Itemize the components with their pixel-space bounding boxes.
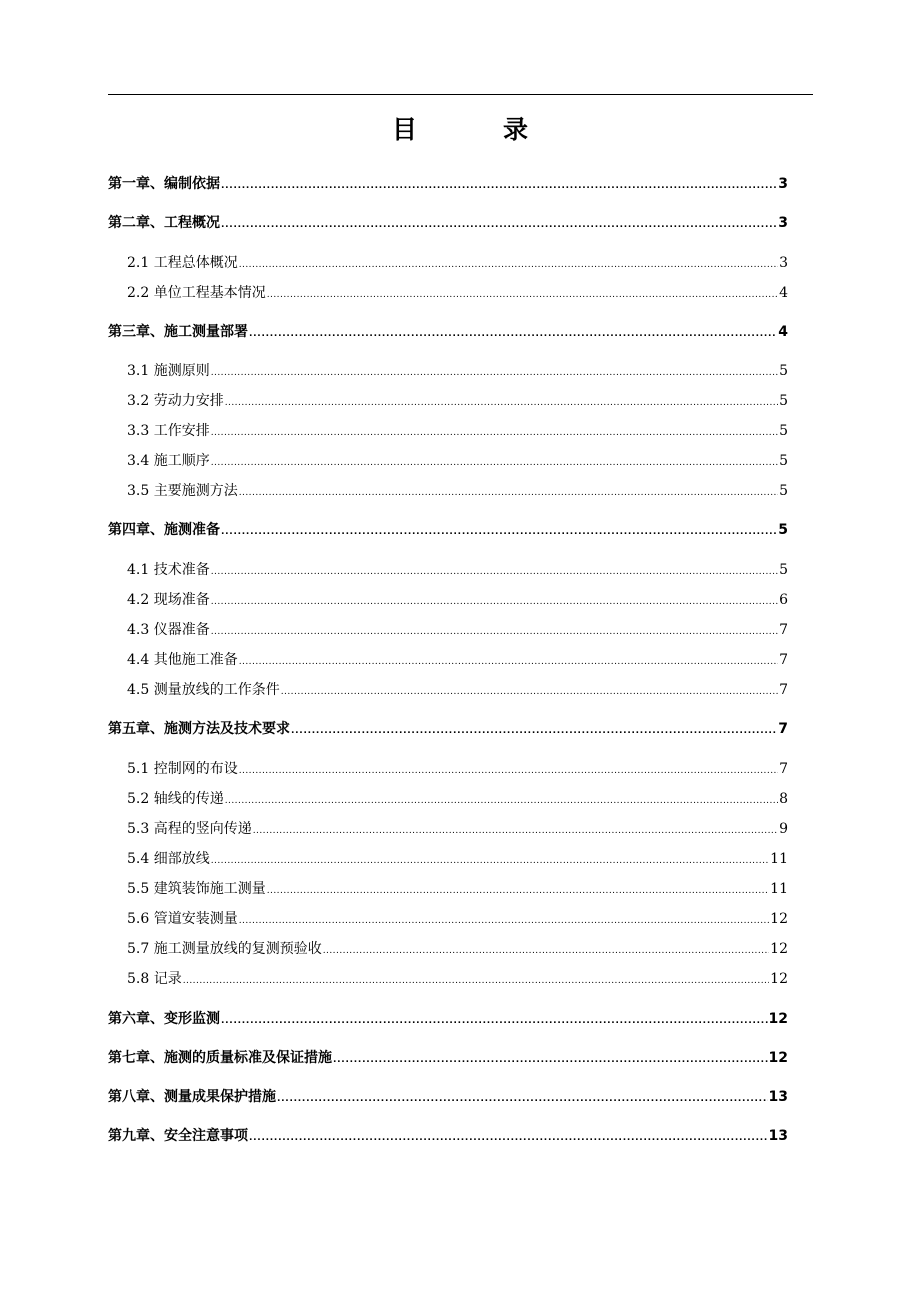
- toc-entry-label: 第六章、变形监测: [108, 1011, 220, 1027]
- toc-entry-page: 12: [770, 911, 788, 927]
- toc-leader: [211, 590, 778, 612]
- toc-leader: [221, 520, 777, 542]
- toc-entry-page: 8: [779, 791, 788, 807]
- toc-entry-page: 3: [778, 176, 788, 192]
- toc-entry-section-2-2[interactable]: [127, 283, 788, 303]
- toc-entry-page: 5: [779, 393, 788, 409]
- toc-entry-chapter-7[interactable]: [108, 1048, 788, 1068]
- toc-leader: [239, 481, 778, 503]
- toc-leader: [211, 560, 778, 582]
- toc-entry-section-5-3[interactable]: [127, 819, 788, 839]
- toc-entry-page: 11: [770, 851, 788, 867]
- toc-entry-page: 7: [779, 761, 788, 777]
- toc-leader: [221, 174, 777, 196]
- toc-entry-label: 第八章、测量成果保护措施: [108, 1089, 276, 1105]
- toc-leader: [211, 361, 778, 383]
- toc-entry-page: 4: [779, 285, 788, 301]
- toc-leader: [211, 421, 778, 443]
- toc-entry-section-4-1[interactable]: [127, 560, 788, 580]
- toc-entry-label: 4.4 其他施工准备: [127, 652, 238, 668]
- toc-entry-page: 12: [768, 1011, 788, 1027]
- toc-entry-page: 12: [770, 971, 788, 987]
- toc-leader: [277, 1087, 768, 1109]
- toc-entry-label: 5.1 控制网的布设: [127, 761, 238, 777]
- toc-entry-label: 5.7 施工测量放线的复测预验收: [127, 941, 322, 957]
- toc-entry-page: 5: [778, 522, 788, 538]
- toc-entry-section-5-1[interactable]: [127, 759, 788, 779]
- toc-entry-label: 2.2 单位工程基本情况: [127, 285, 266, 301]
- toc-entry-label: 5.6 管道安装测量: [127, 911, 238, 927]
- toc-leader: [323, 939, 769, 961]
- toc-entry-page: 7: [779, 622, 788, 638]
- toc-entry-chapter-1[interactable]: [108, 174, 788, 194]
- toc-entry-section-3-1[interactable]: [127, 361, 788, 381]
- toc-entry-label: 第四章、施测准备: [108, 522, 220, 538]
- toc-entry-page: 6: [779, 592, 788, 608]
- toc-entry-page: 7: [778, 721, 788, 737]
- toc-entry-page: 5: [779, 453, 788, 469]
- toc-entry-page: 4: [778, 324, 788, 340]
- toc-entry-page: 3: [779, 255, 788, 271]
- toc-entry-label: 4.3 仪器准备: [127, 622, 210, 638]
- toc-entry-label: 3.3 工作安排: [127, 423, 210, 439]
- toc-leader: [221, 1009, 768, 1031]
- header-rule: [108, 94, 813, 95]
- toc-entry-label: 3.5 主要施测方法: [127, 483, 238, 499]
- toc-entry-label: 第七章、施测的质量标准及保证措施: [108, 1050, 332, 1066]
- toc-entry-chapter-5[interactable]: [108, 719, 788, 739]
- toc-entry-label: 5.8 记录: [127, 971, 182, 987]
- toc-entry-label: 3.2 劳动力安排: [127, 393, 224, 409]
- toc-entry-label: 第五章、施测方法及技术要求: [108, 721, 290, 737]
- toc-entry-chapter-9[interactable]: [108, 1126, 788, 1146]
- toc-entry-chapter-3[interactable]: [108, 322, 788, 342]
- toc-entry-chapter-4[interactable]: [108, 520, 788, 540]
- toc-leader: [253, 819, 778, 841]
- toc-leader: [211, 451, 778, 473]
- toc-entry-section-3-3[interactable]: [127, 421, 788, 441]
- toc-leader: [225, 391, 778, 413]
- toc-leader: [211, 849, 769, 871]
- toc-entry-section-4-5[interactable]: [127, 680, 788, 700]
- toc-entry-label: 5.5 建筑装饰施工测量: [127, 881, 266, 897]
- toc-entry-section-4-3[interactable]: [127, 620, 788, 640]
- toc-entry-page: 12: [770, 941, 788, 957]
- toc-leader: [267, 879, 769, 901]
- toc-entry-label: 4.5 测量放线的工作条件: [127, 682, 280, 698]
- toc-entry-section-3-2[interactable]: [127, 391, 788, 411]
- toc-entry-page: 5: [779, 363, 788, 379]
- toc-leader: [239, 253, 778, 275]
- toc-entry-page: 11: [770, 881, 788, 897]
- toc-entry-section-5-7[interactable]: [127, 939, 788, 959]
- toc-entry-section-3-5[interactable]: [127, 481, 788, 501]
- toc-entry-section-5-8[interactable]: [127, 969, 788, 989]
- toc-leader: [249, 322, 777, 344]
- toc-entry-label: 第三章、施工测量部署: [108, 324, 248, 340]
- toc-entry-page: 7: [779, 652, 788, 668]
- toc-entry-page: 5: [779, 562, 788, 578]
- toc-entry-section-4-2[interactable]: [127, 590, 788, 610]
- toc-entry-section-4-4[interactable]: [127, 650, 788, 670]
- toc-entry-section-5-5[interactable]: [127, 879, 788, 899]
- toc-leader: [183, 969, 769, 991]
- toc-leader: [333, 1048, 768, 1070]
- toc-entry-label: 2.1 工程总体概况: [127, 255, 238, 271]
- toc-title-left: 目: [391, 115, 417, 144]
- toc-entry-chapter-6[interactable]: [108, 1009, 788, 1029]
- toc-entry-label: 4.2 现场准备: [127, 592, 210, 608]
- toc-entry-label: 3.1 施测原则: [127, 363, 210, 379]
- toc-entry-label: 第一章、编制依据: [108, 176, 220, 192]
- toc-title-right: 录: [503, 115, 529, 144]
- toc-title: [0, 110, 920, 146]
- toc-entry-page: 12: [768, 1050, 788, 1066]
- toc-entry-page: 13: [768, 1128, 788, 1144]
- toc-leader: [211, 620, 778, 642]
- toc-entry-label: 5.4 细部放线: [127, 851, 210, 867]
- toc-leader: [239, 909, 769, 931]
- toc-leader: [221, 213, 777, 235]
- toc-leader: [239, 759, 778, 781]
- toc-leader: [249, 1126, 768, 1148]
- toc-entry-label: 3.4 施工顺序: [127, 453, 210, 469]
- toc-entry-chapter-2[interactable]: [108, 213, 788, 233]
- toc-entry-page: 13: [768, 1089, 788, 1105]
- toc-leader: [291, 719, 777, 741]
- toc-entry-section-3-4[interactable]: [127, 451, 788, 471]
- toc-entry-label: 第九章、安全注意事项: [108, 1128, 248, 1144]
- toc-leader: [281, 680, 778, 702]
- toc-leader: [267, 283, 778, 305]
- toc-entry-section-5-2[interactable]: [127, 789, 788, 809]
- toc-entry-label: 5.3 高程的竖向传递: [127, 821, 252, 837]
- toc-entry-chapter-8[interactable]: [108, 1087, 788, 1107]
- toc-entry-page: 5: [779, 423, 788, 439]
- toc-entry-label: 5.2 轴线的传递: [127, 791, 224, 807]
- toc-leader: [225, 789, 778, 811]
- toc-entry-label: 第二章、工程概况: [108, 215, 220, 231]
- toc-entry-page: 9: [779, 821, 788, 837]
- toc-leader: [239, 650, 778, 672]
- toc-entry-section-2-1[interactable]: [127, 253, 788, 273]
- toc-entry-page: 3: [778, 215, 788, 231]
- toc-entry-page: 7: [779, 682, 788, 698]
- toc-entry-label: 4.1 技术准备: [127, 562, 210, 578]
- toc-entry-section-5-6[interactable]: [127, 909, 788, 929]
- toc-entry-page: 5: [779, 483, 788, 499]
- toc-entry-section-5-4[interactable]: [127, 849, 788, 869]
